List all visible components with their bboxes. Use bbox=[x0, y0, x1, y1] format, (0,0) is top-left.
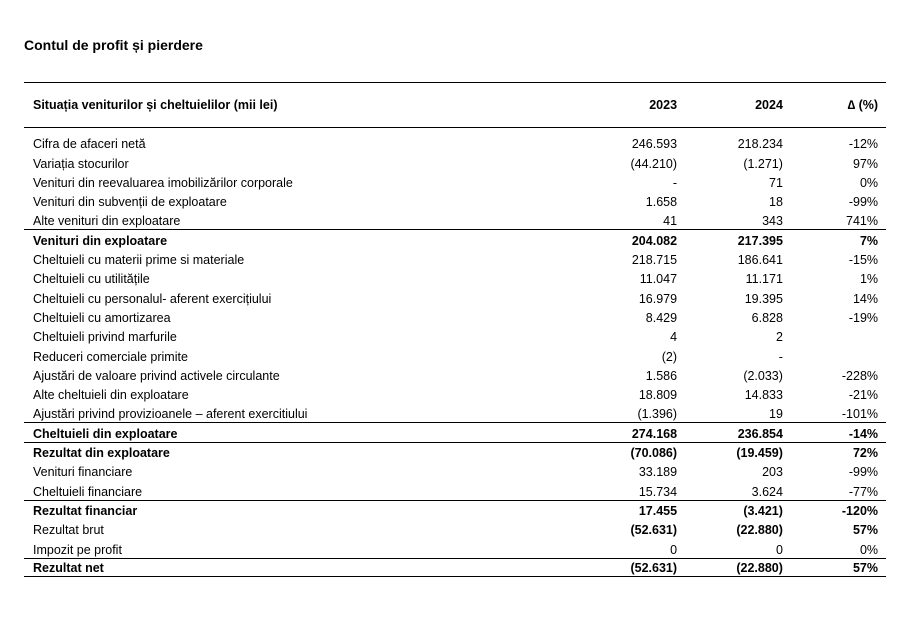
value-2024: - bbox=[778, 349, 783, 364]
row-label: Venituri financiare bbox=[33, 465, 133, 480]
table-row bbox=[24, 152, 886, 171]
value-delta: -14% bbox=[848, 426, 879, 441]
table-row bbox=[24, 307, 886, 326]
value-2024: 11.171 bbox=[745, 272, 783, 287]
table-row bbox=[24, 538, 886, 557]
table-row bbox=[24, 229, 886, 248]
header-2023: 2023 bbox=[649, 98, 678, 112]
table-body bbox=[24, 133, 886, 577]
value-delta: -19% bbox=[848, 310, 879, 325]
value-2024: 19 bbox=[769, 407, 783, 422]
value-delta: 14% bbox=[852, 291, 879, 306]
value-2023: 15.734 bbox=[638, 484, 678, 499]
value-delta: -99% bbox=[848, 465, 879, 480]
value-2023: (70.086) bbox=[630, 446, 678, 461]
table-row bbox=[24, 172, 886, 191]
value-delta: 7% bbox=[859, 233, 879, 248]
table-header bbox=[24, 83, 886, 128]
value-2023: 41 bbox=[663, 214, 678, 229]
value-2024: 6.828 bbox=[751, 310, 783, 325]
value-delta: -21% bbox=[848, 388, 879, 403]
value-2023: 1.586 bbox=[645, 368, 678, 383]
value-2023: 274.168 bbox=[631, 426, 678, 441]
value-delta: 1% bbox=[859, 272, 879, 287]
row-label: Cheltuieli financiare bbox=[33, 484, 143, 499]
table-row bbox=[24, 287, 886, 306]
value-2024: (22.880) bbox=[736, 523, 783, 538]
table-row bbox=[24, 500, 886, 519]
row-label: Cheltuieli cu amortizarea bbox=[33, 310, 171, 325]
value-2024: 2 bbox=[775, 330, 783, 345]
row-label: Variația stocurilor bbox=[33, 156, 129, 171]
profit-loss-table bbox=[24, 82, 886, 577]
table-row bbox=[24, 365, 886, 384]
row-label: Rezultat brut bbox=[33, 523, 104, 538]
value-2024: 14.833 bbox=[744, 388, 783, 403]
table-row bbox=[24, 442, 886, 461]
value-2023: 16.979 bbox=[638, 291, 678, 306]
table-row bbox=[24, 422, 886, 441]
value-delta bbox=[783, 364, 886, 365]
value-2023: 1.658 bbox=[645, 195, 678, 210]
row-label: Reduceri comerciale primite bbox=[33, 349, 188, 364]
header-2024: 2024 bbox=[755, 98, 783, 112]
row-label: Cheltuieli cu personalul- aferent exercițiului bbox=[33, 291, 272, 306]
row-label: Cheltuieli din exploatare bbox=[33, 426, 178, 441]
value-delta: 0% bbox=[859, 175, 879, 190]
value-delta: -228% bbox=[841, 368, 879, 383]
value-2024: (22.880) bbox=[736, 560, 783, 575]
value-delta: -101% bbox=[841, 407, 879, 422]
value-delta: -12% bbox=[848, 137, 879, 152]
value-delta: 741% bbox=[846, 214, 879, 229]
header-label: Situația veniturilor și cheltuielilor (mii lei) bbox=[33, 98, 278, 112]
value-delta: 97% bbox=[852, 156, 879, 171]
value-2024: (2.033) bbox=[743, 368, 783, 383]
value-delta: -77% bbox=[848, 484, 879, 499]
table-row bbox=[24, 480, 886, 499]
table-row bbox=[24, 249, 886, 268]
header-delta: ∆ (%) bbox=[847, 98, 879, 112]
row-label: Cheltuieli cu materii prime si materiale bbox=[33, 253, 245, 268]
value-2023: 0 bbox=[670, 542, 678, 557]
row-label: Ajustări de valoare privind activele circulante bbox=[33, 368, 280, 383]
row-label: Cifra de afaceri netă bbox=[33, 137, 146, 152]
value-2024: 203 bbox=[762, 465, 783, 480]
value-delta bbox=[783, 344, 886, 345]
row-label: Impozit pe profit bbox=[33, 542, 122, 557]
value-2023: - bbox=[672, 175, 678, 190]
value-2023: 11.047 bbox=[639, 272, 678, 287]
table-row bbox=[24, 326, 886, 345]
value-2024: 186.641 bbox=[737, 253, 783, 268]
value-delta: 57% bbox=[852, 523, 879, 538]
value-2023: 218.715 bbox=[631, 253, 678, 268]
row-label: Ajustări privind provizioanele – aferent exercitiului bbox=[33, 407, 308, 422]
value-2024: 71 bbox=[769, 175, 783, 190]
value-delta: -15% bbox=[848, 253, 879, 268]
value-delta: 72% bbox=[852, 446, 879, 461]
value-2024: (1.271) bbox=[743, 156, 783, 171]
row-label: Rezultat net bbox=[33, 560, 104, 575]
value-delta: -99% bbox=[848, 195, 879, 210]
value-2023: (44.210) bbox=[630, 156, 678, 171]
row-label: Venituri din subvenții de exploatare bbox=[33, 195, 227, 210]
table-row bbox=[24, 461, 886, 480]
value-2023: 4 bbox=[670, 330, 678, 345]
value-2024: 18 bbox=[769, 195, 783, 210]
row-label: Venituri din reevaluarea imobilizărilor corporale bbox=[33, 175, 293, 190]
value-2024: 218.234 bbox=[737, 137, 783, 152]
value-2023: (52.631) bbox=[630, 560, 678, 575]
table-row bbox=[24, 345, 886, 364]
table-row bbox=[24, 384, 886, 403]
value-2024: 3.624 bbox=[751, 484, 783, 499]
value-2024: (19.459) bbox=[736, 446, 783, 461]
table-row bbox=[24, 210, 886, 229]
page-title: Contul de profit și pierdere bbox=[24, 37, 203, 53]
value-2024: 236.854 bbox=[737, 426, 783, 441]
value-2023: 17.455 bbox=[638, 503, 678, 518]
value-2023: (1.396) bbox=[637, 407, 678, 422]
value-2023: 204.082 bbox=[631, 233, 678, 248]
table-row bbox=[24, 133, 886, 152]
table-row bbox=[24, 191, 886, 210]
row-label: Rezultat din exploatare bbox=[33, 446, 170, 461]
row-label: Alte cheltuieli din exploatare bbox=[33, 388, 189, 403]
row-label: Rezultat financiar bbox=[33, 503, 138, 518]
table-row bbox=[24, 403, 886, 422]
value-2023: (52.631) bbox=[630, 523, 678, 538]
value-2024: 343 bbox=[762, 214, 783, 229]
value-delta: 57% bbox=[852, 560, 879, 575]
value-2023: 8.429 bbox=[645, 310, 678, 325]
row-label: Venituri din exploatare bbox=[33, 233, 168, 248]
value-2024: 217.395 bbox=[737, 233, 783, 248]
value-delta: -120% bbox=[841, 503, 879, 518]
row-label: Cheltuieli privind marfurile bbox=[33, 330, 177, 345]
value-2023: (2) bbox=[661, 349, 678, 364]
table-row bbox=[24, 519, 886, 538]
value-2024: 19.395 bbox=[744, 291, 783, 306]
value-2024: 0 bbox=[775, 542, 783, 557]
value-2023: 18.809 bbox=[638, 388, 678, 403]
value-2023: 33.189 bbox=[638, 465, 678, 480]
value-delta: 0% bbox=[859, 542, 879, 557]
value-2024: (3.421) bbox=[743, 503, 783, 518]
row-label: Cheltuieli cu utilitățile bbox=[33, 272, 150, 287]
table-row bbox=[24, 558, 886, 577]
value-2023: 246.593 bbox=[631, 137, 678, 152]
table-row bbox=[24, 268, 886, 287]
row-label: Alte venituri din exploatare bbox=[33, 214, 181, 229]
